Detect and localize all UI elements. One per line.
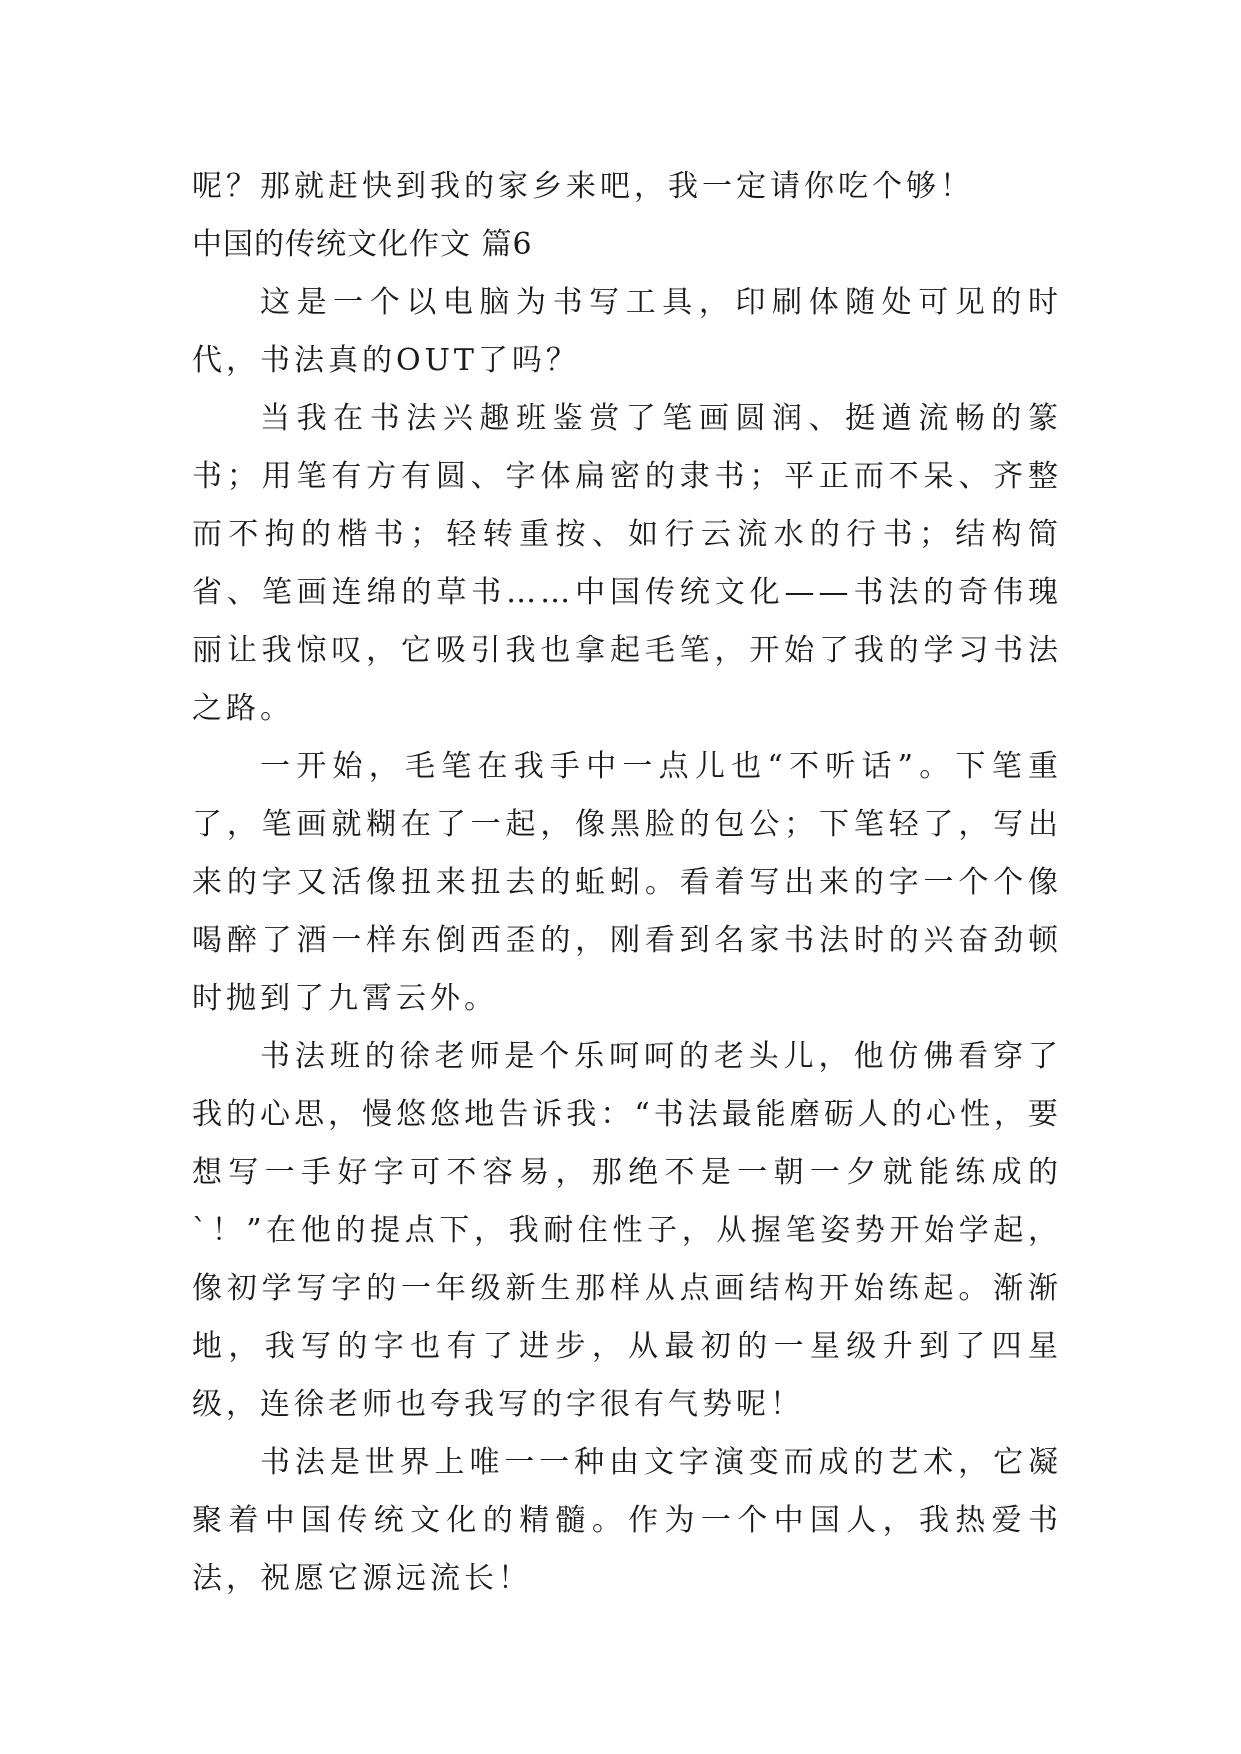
document-body — [192, 158, 1062, 1608]
essay-title: 中国的传统文化作文 篇6 — [192, 227, 533, 262]
paragraph: 书法是世界上唯一一种由文字演变而成的艺术，它凝聚着中国传统文化的精髓。作为一个中国人，我热爱书法，祝愿它源远流长！ — [192, 1445, 1062, 1596]
paragraph: 当我在书法兴趣班鉴赏了笔画圆润、挺遒流畅的篆书；用笔有方有圆、字体扁密的隶书；平正而不呆、齐整而不拘的楷书；轻转重按、如行云流水的行书；结构简省、笔画连绵的草书……中国传统文化——书法的奇伟瑰丽让我惊叹，它吸引我也拿起毛笔，开始了我的学习书法之路。 — [192, 401, 1062, 726]
paragraph: 这是一个以电脑为书写工具，印刷体随处可见的时代，书法真的OUT了吗？ — [192, 285, 1062, 378]
paragraph-continuation: 呢？那就赶快到我的家乡来吧，我一定请你吃个够！ — [192, 169, 974, 204]
paragraph: 一开始，毛笔在我手中一点儿也“不听话”。下笔重了，笔画就糊在了一起，像黑脸的包公；下笔轻了，写出来的字又活像扭来扭去的蚯蚓。看着写出来的字一个个像喝醉了酒一样东倒西歪的，刚看到名家书法时的兴奋劲顿时抛到了九霄云外。 — [192, 749, 1062, 1016]
paragraph: 书法班的徐老师是个乐呵呵的老头儿，他仿佛看穿了我的心思，慢悠悠地告诉我：“书法最能磨砺人的心性，要想写一手好字可不容易，那绝不是一朝一夕就能练成的`！”在他的提点下，我耐住性子，从握笔姿势开始学起，像初学写字的一年级新生那样从点画结构开始练起。渐渐地，我写的字也有了进步，从最初的一星级升到了四星级，连徐老师也夸我写的字很有气势呢！ — [192, 1039, 1062, 1422]
